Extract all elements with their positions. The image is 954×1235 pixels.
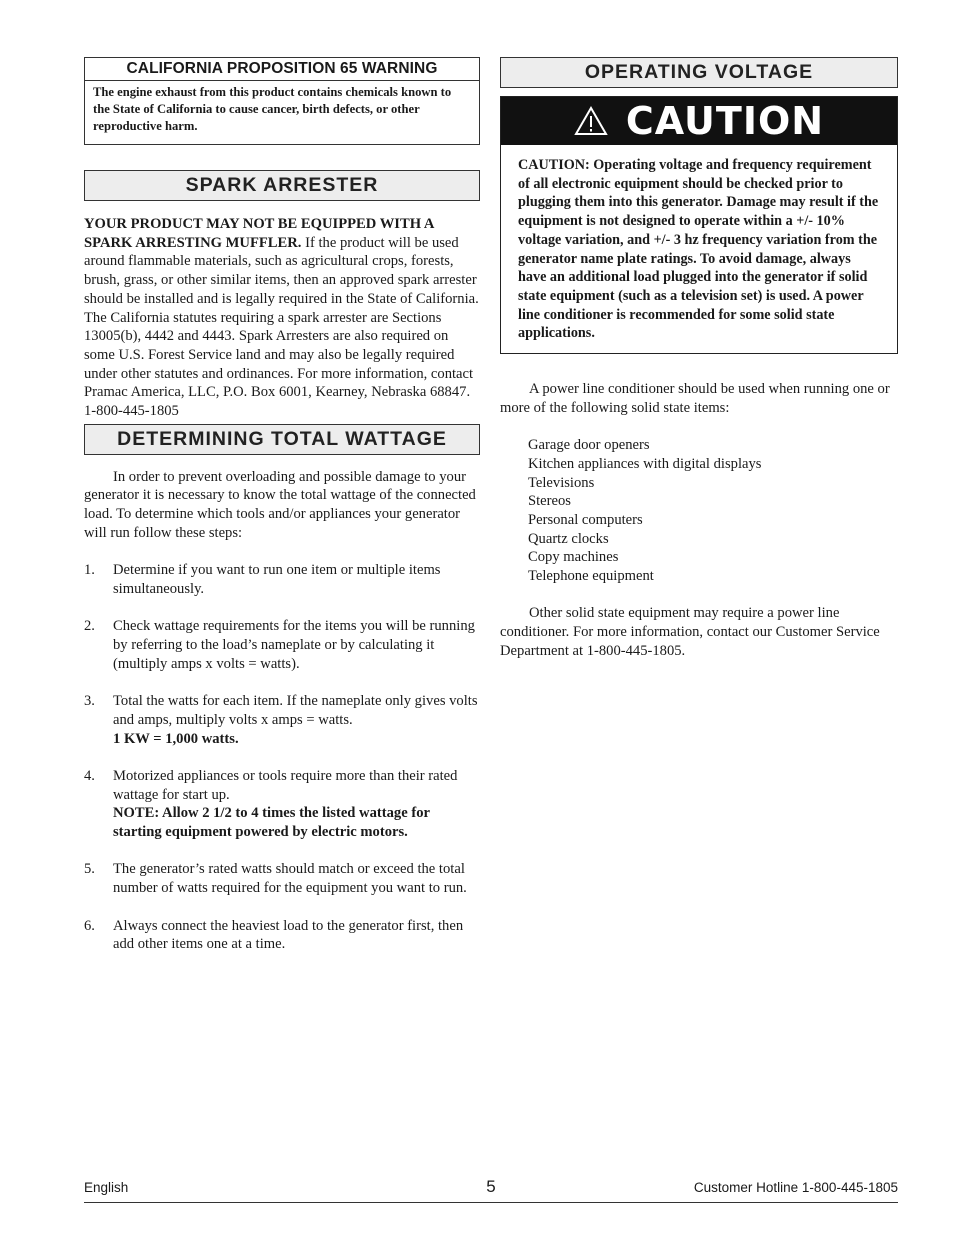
prop65-warning-box	[84, 57, 480, 145]
spark-arrester-phone: 1-800-445-1805	[84, 403, 179, 420]
caution-text: CAUTION: Operating voltage and frequency requirement of all electronic equipment should be checked prior to plugging them into this generator. Damage may result if the equipment is not designed to operate within a +/- 10% voltage variation, and +/- 3 hz frequency variation from the generator name plate ratings. To avoid damage, always have an additional load plugged into the generator if solid state equipment (such as a television set) is used. A power line conditioner is recommended for some solid state applications.	[518, 157, 879, 342]
solid-state-items-list	[500, 436, 898, 586]
wattage-step: 4. Motorized appliances or tools require more than their rated wattage for start up. NOTE: Allow 2 1/2 to 4 times the listed wattage for starting equipment powered by electric motors.	[84, 767, 458, 841]
list-item: Quartz clocks	[528, 530, 609, 547]
spark-arrester-paragraph	[84, 215, 480, 402]
conditioner-intro: A power line conditioner should be used when running one or more of the following solid state items:	[500, 381, 890, 416]
wattage-steps-list	[84, 561, 480, 954]
wattage-step: 3. Total the watts for each item. If the nameplate only gives volts and amps, multiply volts x amps = watts. 1 KW = 1,000 watts.	[84, 693, 478, 747]
wattage-intro: In order to prevent overloading and possible damage to your generator it is necessary to know the total wattage of the connected load. To determine which tools and/or appliances your generator will run follow these steps:	[84, 468, 476, 541]
list-item: Televisions	[528, 474, 595, 491]
list-item: Personal computers	[528, 511, 643, 528]
kw-note: 1 KW = 1,000 watts.	[113, 730, 239, 747]
page-number: 5	[486, 1177, 496, 1196]
right-column	[500, 56, 898, 661]
left-column	[84, 56, 480, 973]
caution-box	[500, 96, 898, 354]
caution-word: CAUTION	[625, 99, 825, 143]
list-item: Kitchen appliances with digital displays	[528, 455, 762, 472]
total-wattage-heading: DETERMINING TOTAL WATTAGE	[84, 424, 480, 455]
spark-arrester-heading: SPARK ARRESTER	[84, 170, 480, 201]
footer-hotline: Customer Hotline 1-800-445-1805	[693, 1180, 898, 1195]
list-item: Stereos	[528, 493, 571, 510]
operating-voltage-heading: OPERATING VOLTAGE	[500, 57, 898, 88]
prop65-title: CALIFORNIA PROPOSITION 65 WARNING	[85, 58, 479, 81]
spark-arrester-bold-lead: YOUR PRODUCT MAY NOT BE EQUIPPED WITH A SPARK ARRESTING MUFFLER.	[84, 216, 434, 251]
closing-paragraph: Other solid state equipment may require a power line conditioner. For more information, contact our Customer Service Department at 1-800-445-1805.	[500, 605, 880, 659]
spark-arrester-body: If the product will be used around flammable materials, such as agricultural crops, forests, brush, grass, or other similar items, then an approved spark arrester should be installed and is legally required in the State of California. The California statutes requiring a spark arrester are Sections 13005(b), 4442 and 4443. Spark Arresters are also required on some U.S. Forest Service land and may also be legally required under other statutes and ordinances. For more information, contact Pramac America, LLC, P.O. Box 6001, Kearney, Nebraska 68847.	[84, 234, 479, 401]
warning-triangle-icon	[574, 106, 608, 136]
list-item: Garage door openers	[528, 437, 650, 454]
page-footer	[84, 1176, 898, 1203]
wattage-step: 2. Check wattage requirements for the items you will be running by referring to the load’s nameplate or by calculating it (multiply amps x volts = watts).	[84, 618, 475, 672]
wattage-step: 1. Determine if you want to run one item or multiple items simultaneously.	[84, 562, 441, 597]
wattage-step: 6. Always connect the heaviest load to the generator first, then add other items one at a time.	[84, 917, 464, 953]
wattage-step: 5. The generator’s rated watts should match or exceed the total number of watts required for the equipment you want to run.	[84, 861, 467, 897]
list-item: Telephone equipment	[528, 568, 654, 585]
caution-banner	[501, 97, 897, 145]
list-item: Copy machines	[528, 549, 619, 566]
motor-note: NOTE: Allow 2 1/2 to 4 times the listed wattage for starting equipment powered by electric motors.	[113, 805, 430, 841]
footer-language: English	[84, 1180, 129, 1195]
prop65-body: The engine exhaust from this product contains chemicals known to the State of California to cause cancer, birth defects, or other reproductive harm.	[93, 85, 452, 133]
